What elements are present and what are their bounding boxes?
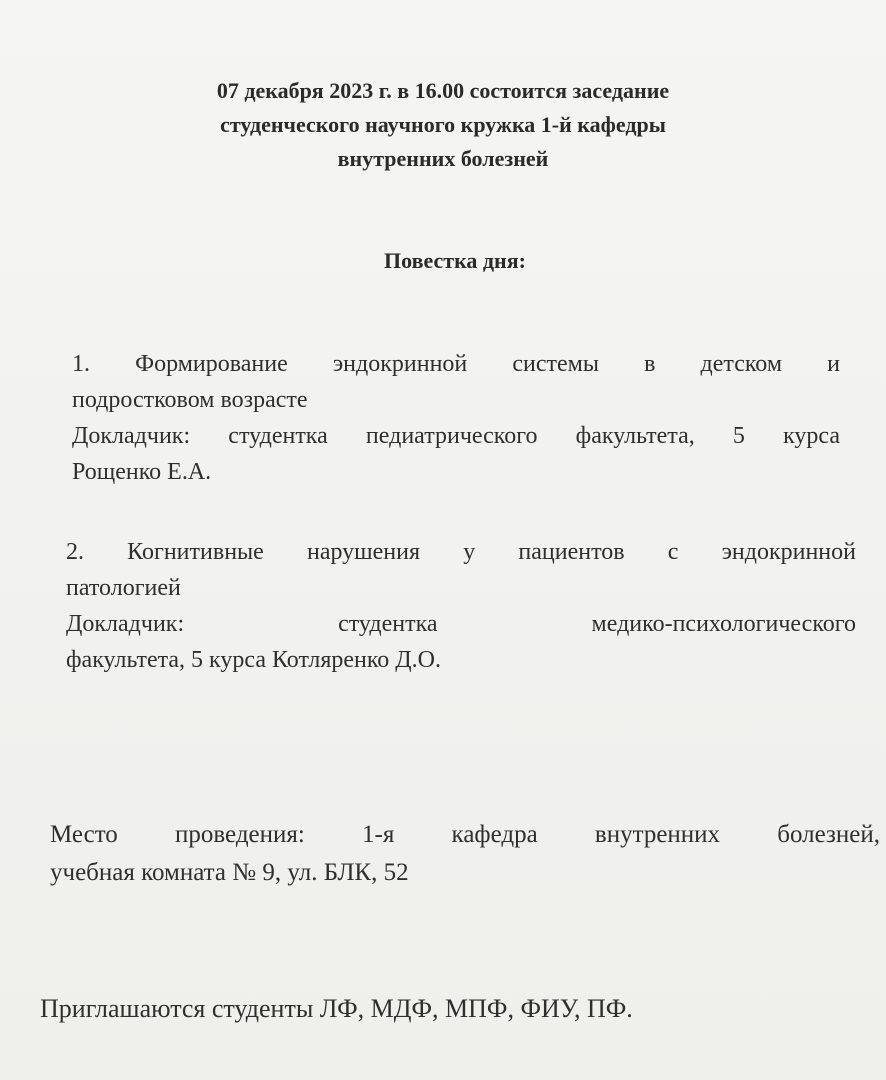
agenda-title: Повестка дня:: [384, 248, 526, 273]
invitation-text: Приглашаются студенты ЛФ, МДФ, МПФ, ФИУ, ПФ.: [40, 994, 633, 1023]
agenda-item-speaker-name: факультета, 5 курса Котляренко Д.О.: [66, 647, 442, 673]
announcement-line: 07 декабря 2023 г. в 16.00 состоится заседание: [216, 78, 670, 103]
agenda-item-speaker: Докладчик: студентка педиатрического факультета, 5 курса: [72, 423, 840, 449]
announcement-line: внутренних болезней: [337, 146, 549, 171]
agenda-item-line: патологией: [66, 575, 181, 601]
agenda-item: [72, 346, 840, 490]
announcement-line: студенческого научного кружка 1-й кафедры: [220, 112, 666, 137]
agenda-item-speaker: Докладчик: студентка медико-психологического: [66, 611, 856, 637]
agenda-item-line: 1. Формирование эндокринной системы в детском и: [72, 351, 840, 377]
agenda-item: [66, 534, 856, 678]
venue-line: Место проведения: 1-я кафедра внутренних болезней,: [50, 821, 880, 848]
agenda-item-line: 2. Когнитивные нарушения у пациентов с эндокринной: [66, 539, 856, 565]
agenda-item-speaker-name: Рощенко Е.А.: [72, 459, 212, 485]
venue-info: [50, 816, 880, 892]
announcement-heading: [0, 74, 886, 176]
venue-line: учебная комната № 9, ул. БЛК, 52: [50, 859, 409, 886]
agenda-item-line: подростковом возрасте: [72, 387, 308, 413]
